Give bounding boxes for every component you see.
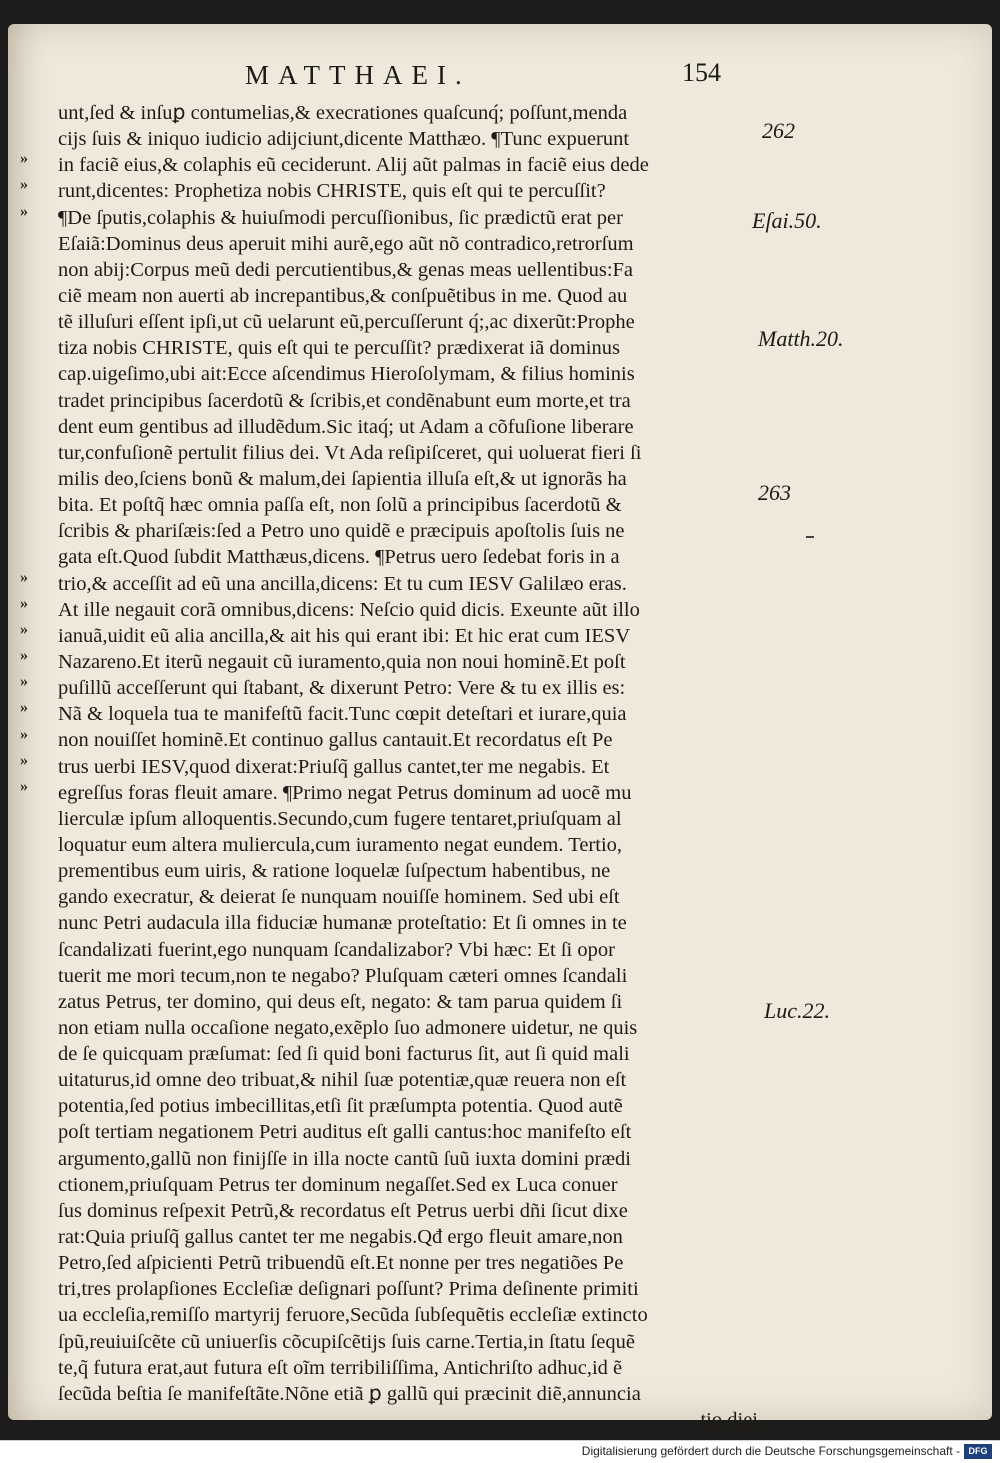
text-line: ciẽ meam non auerti ab increpantibus,& conſpuẽtibus in me. Quod au [58, 284, 628, 307]
quotation-mark: » [20, 150, 28, 168]
quotation-mark: » [20, 725, 28, 743]
text-line: bita. Et poſtq̃ hæc omnia paſſa eſt, non ſolũ a principibus ſacerdotũ & [58, 494, 622, 517]
quotation-mark: » [20, 751, 28, 769]
text-line: ſcribis & phariſæis:ſed a Petro uno quidẽ e præcipuis apoſtolis ſuis ne [58, 520, 625, 543]
text-line: tri,tres prolapſiones Eccleſiæ deſignari poſſunt? Prima deſinente primiti [58, 1278, 639, 1301]
text-line: Nazareno.Et iterũ negauit cũ iuramento,quia non noui hominẽ.Et poſt [58, 650, 626, 673]
footer-bar [0, 1440, 1000, 1463]
quotation-mark: » [20, 176, 28, 194]
text-line: unt,ſed & inſuꝑ contumelias,& execrationes quaſcunq́; poſſunt,menda [58, 102, 628, 124]
margin-note-esai: Eſai.50. [752, 208, 822, 233]
text-line: tio diei [700, 1409, 758, 1432]
text-line: dent eum gentibus ad illudẽdum.Sic itaq́; ut Adam a cõfuſione liberare [58, 415, 634, 438]
quotation-mark: » [20, 621, 28, 638]
text-line: ianuã,uidit eũ alia ancilla,& ait his qui erant ibi: Et hic erat cum IESV [58, 624, 631, 647]
text-line: tradet principibus ſacerdotũ & ſcribis,et condẽnabunt eum morte,et tra [58, 389, 631, 412]
text-line: de ſe quicquam præſumat: ſed ſi quid boni facturus ſit, aut ſi quid mali [58, 1043, 630, 1066]
main-text-block [58, 100, 758, 1433]
quotation-mark: » [20, 673, 28, 691]
text-line: runt,dicentes: Prophetiza nobis CHRISTE, quis eſt qui te percuſſit? [58, 180, 606, 203]
text-line: tẽ illuſuri eſſent ipſi,ut cũ uelarunt eũ,percuſſerunt q́;,ac dixerũt:Prophe [58, 311, 635, 334]
text-line: in faciẽ eius,& colaphis eũ ceciderunt. Alij aũt palmas in faciẽ eius dede [58, 154, 649, 177]
text-line: gando execratur, & deierat ſe nunquam nouiſſe hominem. Sed ubi eſt [58, 886, 620, 909]
text-line: rat:Quia priuſq̃ gallus cantet ter me negabis.Qđ ergo fleuit amare,non [58, 1226, 623, 1249]
quotation-mark: » [20, 594, 28, 612]
text-line: lierculæ ipſum alloquentis.Secundo,cum fugere tentaret,priuſquam al [58, 807, 622, 830]
text-line: At ille negauit corã omnibus,dicens: Neſcio quid dicis. Exeunte aũt illo [58, 598, 640, 621]
text-line: non nouiſſet hominẽ.Et continuo gallus cantauit.Et recordatus eſt Pe [58, 729, 613, 752]
text-line: trio,& acceſſit ad eũ una ancilla,dicens: Et tu cum IESV Galilæo eras. [58, 572, 627, 595]
text-line: trus uerbi IESV,quod dixerat:Priuſq̃ gallus cantet,ter me negabis. Et [58, 755, 610, 778]
quotation-mark: » [20, 202, 28, 220]
text-line: Nã & loquela tua te manifeſtũ facit.Tunc cœpit deteſtari et iurare,quia [58, 703, 627, 726]
quotation-mark: » [20, 699, 28, 717]
text-line: tuerit me mori tecum,non te negabo? Pluſquam cæteri omnes ſcandali [58, 964, 628, 987]
margin-note-luc: Luc.22. [764, 998, 830, 1023]
text-line: zatus Petrus, ter domino, qui deus eſt, negato: & tam parua quidem ſi [58, 990, 623, 1013]
text-line: Petro,ſed aſpicienti Petrũ tribuendũ eſt.Et nonne per tres negatiões Pe [58, 1252, 624, 1275]
text-line: argumento,gallũ non finijſſe in illa nocte cantũ ſuũ iuxta domini prædi [58, 1147, 631, 1170]
running-head: MATTHAEI. [245, 60, 471, 90]
text-line: prementibus eum uiris, & ratione loquelæ ſuſpectum habentibus, ne [58, 860, 611, 883]
text-line: te,q̃ futura erat,aut futura eſt oĩm terribiliſſima, Antichriſto adhuc,id ẽ [58, 1356, 623, 1379]
text-line: non etiam nulla occaſione negato,exẽplo ſuo admonere uidetur, ne quis [58, 1016, 638, 1039]
margin-note-263: 263 [758, 480, 791, 505]
text-line: uitaturus,id omne deo tribuat,& nihil ſuæ potentiæ,quæ reuera non eſt [58, 1069, 627, 1092]
quotation-mark: » [20, 777, 28, 795]
text-line: poſt tertiam negationem Petri auditus eſt galli cantus:hoc manifeſto eſt [58, 1121, 632, 1144]
text-line: tiza nobis CHRISTE, quis eſt qui te percuſſit? prædixerat iã dominus [58, 337, 620, 360]
margin-note-262: 262 [762, 118, 795, 143]
text-line: nunc Petri audacula illa fiduciæ humanæ proteſtatio: Et ſi omnes in te [58, 912, 627, 935]
text-line: egreſſus foras fleuit amare. ¶Primo negat Petrus dominum ad uocẽ mu [58, 781, 632, 804]
text-line: cijs ſuis & iniquo iudicio adijciunt,dicente Matthæo. ¶Tunc expuerunt [58, 128, 630, 151]
text-line: puſillũ acceſſerunt qui ſtabant, & dixerunt Petro: Vere & tu ex illis es: [58, 677, 626, 700]
quotation-mark: » [20, 647, 28, 665]
text-line: ſecũda beſtia ſe manifeſtãte.Nõne etiã ꝑ gallũ qui præcinit diẽ,annuncia [58, 1382, 641, 1405]
text-line: ctionem,priuſquam Petrus ter dominum negaſſet.Sed ex Luca conuer [58, 1173, 618, 1196]
text-line: gata eſt.Quod ſubdit Matthæus,dicens. ¶Petrus uero ſedebat foris in a [58, 546, 620, 569]
text-line: milis deo,ſciens bonũ & malum,dei ſapientia illuſa eſt,& ut ignorãs ha [58, 467, 627, 490]
text-line: ua eccleſia,remiſſo martyrij feruore,Secũda ſubſequẽtis eccleſiæ extincto [58, 1304, 648, 1327]
text-line: Eſaiã:Dominus deus aperuit mihi aurẽ,ego aũt nõ contradico,retrorſum [58, 232, 634, 255]
text-line: ſus dominus reſpexit Petrũ,& recordatus eſt Petrus uerbi dñi ſicut dixe [58, 1199, 628, 1222]
text-line: ſpũ,reuiuiſcẽte cũ uniuerſis cõcupiſcẽtijs ſuis carne.Tertia,in ſtatu ſequẽ [58, 1330, 635, 1353]
text-line: non abij:Corpus meũ dedi percutientibus,& genas meas uellentibus:Fa [58, 258, 634, 281]
margin-dash [806, 536, 814, 538]
quotation-mark: » [20, 568, 28, 586]
footer-credit: Digitalisierung gefördert durch die Deutsche Forschungsgemeinschaft - [581, 1444, 960, 1458]
text-line: loquatur eum altera muliercula,cum iuramento negat eundem. Tertio, [58, 833, 623, 856]
dfg-logo: DFG [964, 1444, 992, 1459]
page-number: 154 [682, 58, 721, 87]
margin-note-matth: Matth.20. [758, 326, 844, 351]
text-line: cap.uigeſimo,ubi ait:Ecce aſcendimus Hieroſolymam, & filius hominis [58, 363, 635, 386]
text-line: tur,confuſionẽ pertulit filius dei. Vt Ada reſipiſceret, qui uoluerat fieri ſi [58, 441, 642, 464]
text-line: ſcandalizati fuerint,ego nunquam ſcandalizabor? Vbi hæc: Et ſi opor [58, 938, 615, 961]
text-line: ¶De ſputis,colaphis & huiuſmodi percuſſionibus, ſic prædictũ erat per [58, 206, 623, 229]
text-line: potentia,ſed potius imbecillitas,etſi ſit præſumpta potentia. Quod autẽ [58, 1095, 623, 1118]
